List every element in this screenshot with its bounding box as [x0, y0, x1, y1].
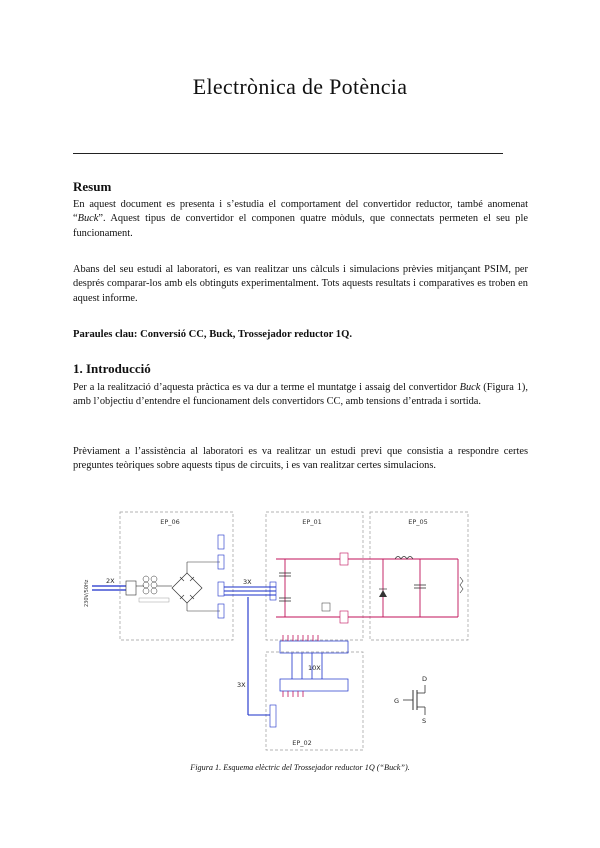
document-title: Electrònica de Potència [192, 74, 408, 99]
figure-caption: Figura 1. Esquema elèctric del Trossejador reductor 1Q (“Buck”). [190, 763, 410, 772]
buck-emphasis: Buck [77, 213, 99, 225]
title-divider [73, 153, 503, 154]
resum-paragraph-2: Abans del seu estudi al laboratori, es van realitzar uns càlculs i simulacions prèvies mitjançant PSIM, per després comparar-los amb els obtinguts experimentalment. Tots aquests resultats i comparatives es troben en aquest informe. [73, 264, 528, 304]
intro-paragraph-1: Per a la realització d’aquesta pràctica es va dur a terme el muntatge i assaig del convertidor Buck (Figura 1), amb l’objectiu d’entendre el funcionament dels convertidors CC, amb tensions d’entrada i sortida. [73, 382, 528, 408]
buck-circuit-schematic [80, 507, 520, 755]
module-label-ep05: EP_05 [408, 518, 428, 526]
module-label-ep01: EP_01 [302, 518, 322, 526]
supply-label: 230V/50Hz [84, 579, 90, 607]
module-label-ep02: EP_02 [292, 739, 312, 747]
intro-paragraph-2: Prèviament a l’assistència al laboratori es va realitzar un estudi previ que consistia a respondre certes preguntes teòriques sobre aquests tipus de circuits, i es van realitzar certes simulacions. [73, 446, 528, 472]
wire-label-10x: 10X [308, 664, 321, 672]
module-ep05-frame [370, 512, 468, 640]
wire-label-2x: 2X [106, 577, 115, 585]
section-heading-introduccio: 1. Introducció [73, 361, 151, 376]
wire-label-3x-bottom: 3X [237, 681, 246, 689]
wire-label-3x-top: 3X [243, 578, 252, 586]
module-ep06-frame [120, 512, 233, 640]
keywords: Paraules clau: Conversió CC, Buck, Trossejador reductor 1Q. [73, 329, 352, 340]
transistor-pin-s: S [422, 717, 427, 725]
section-heading-resum: Resum [73, 179, 112, 194]
transistor-pin-d: D [422, 675, 428, 683]
buck-emphasis: Buck [459, 382, 481, 393]
resum-paragraph-1: En aquest document es presenta i s’estudia el comportament del convertidor reductor, també anomenat “Buck”. Aquest tipus de convertidor el componen quatre mòduls, que connectats permeten el seu ple funcionament. [73, 199, 528, 239]
transistor-pin-g: G [394, 697, 400, 705]
module-label-ep06: EP_06 [160, 518, 180, 526]
